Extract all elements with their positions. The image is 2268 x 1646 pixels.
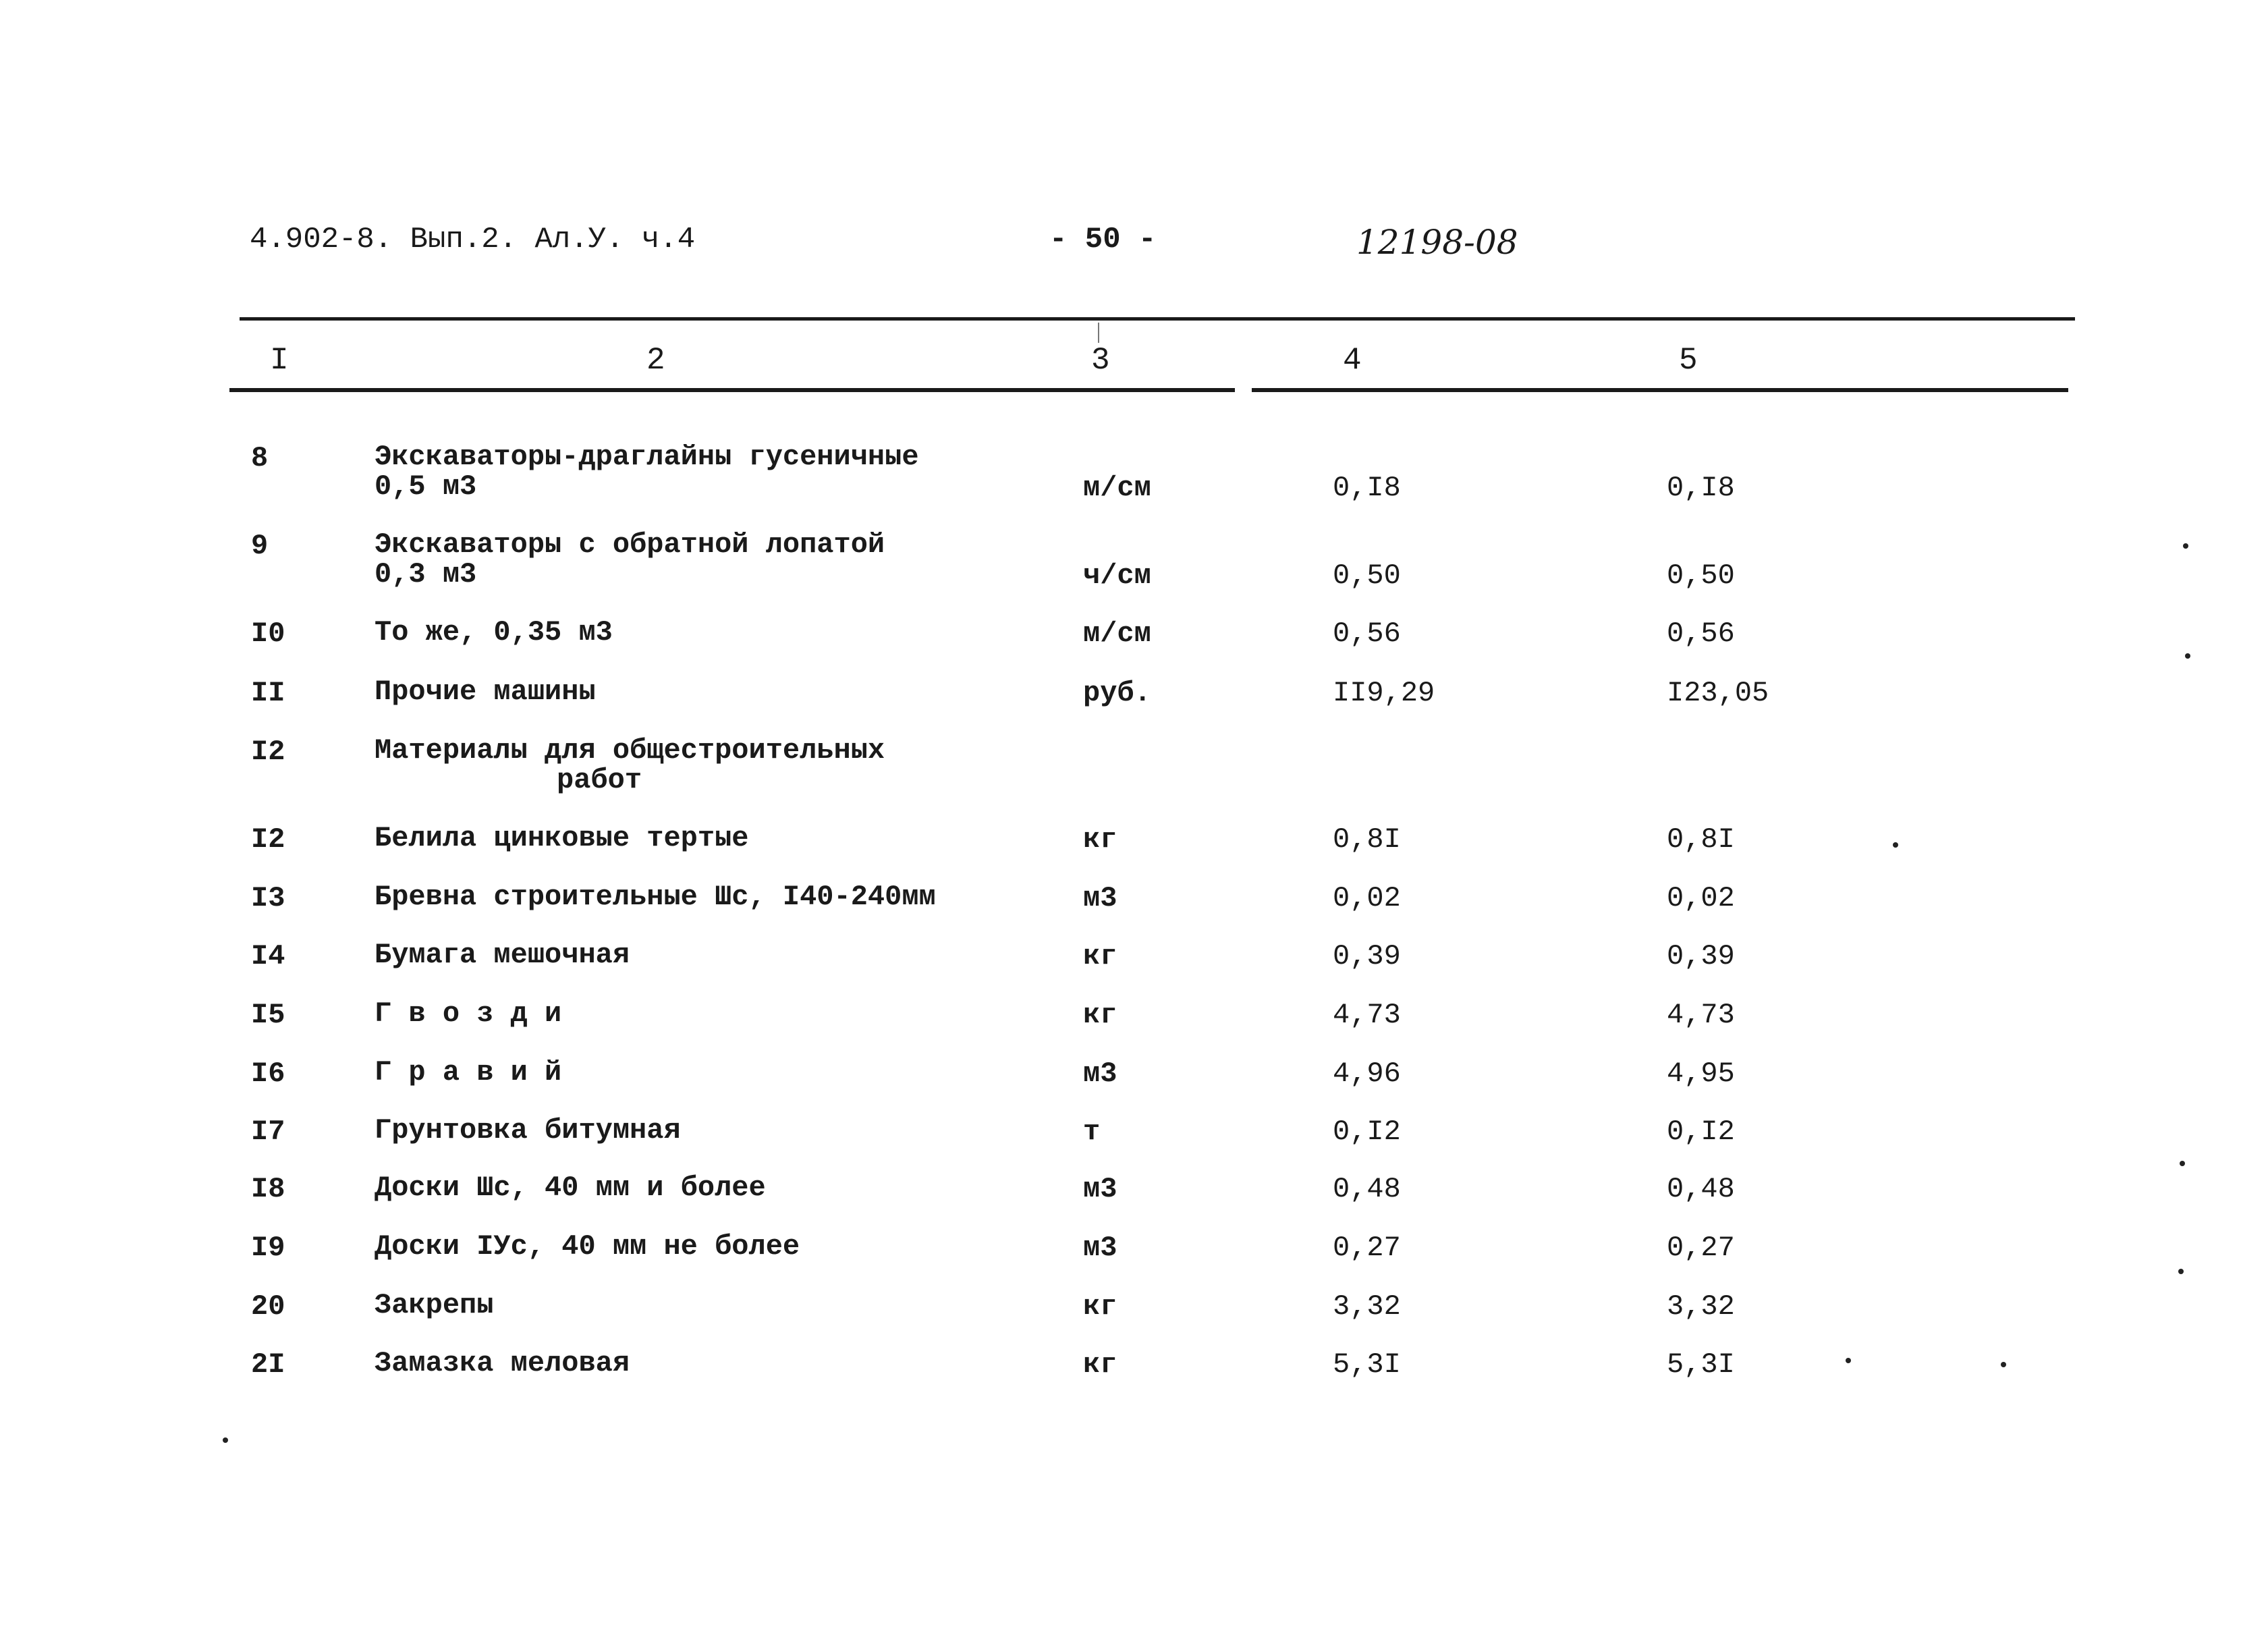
row-number: I9 bbox=[251, 1232, 285, 1264]
row-unit: кг bbox=[1083, 940, 1117, 972]
row-value-col4: 3,32 bbox=[1333, 1290, 1401, 1323]
scan-speck bbox=[2183, 543, 2188, 549]
column-header-2: 2 bbox=[646, 343, 665, 378]
row-value-col4: 0,50 bbox=[1333, 559, 1401, 592]
row-value-col5: 0,02 bbox=[1667, 882, 1735, 914]
row-name: Прочие машины bbox=[375, 676, 596, 708]
row-unit: кг bbox=[1083, 1348, 1117, 1381]
row-unit: м/см bbox=[1083, 618, 1151, 650]
row-name: То же, 0,35 м3 bbox=[375, 616, 613, 649]
row-number: 20 bbox=[251, 1290, 285, 1323]
row-number: I3 bbox=[251, 882, 285, 914]
scan-speck bbox=[2001, 1362, 2006, 1367]
table-header-rule-right bbox=[1252, 388, 2068, 392]
row-value-col4: 4,73 bbox=[1333, 999, 1401, 1031]
document-reference: 4.902-8. Вып.2. Ал.У. ч.4 bbox=[250, 223, 696, 256]
row-unit: т bbox=[1083, 1116, 1101, 1148]
row-name: Белила цинковые тертые bbox=[375, 822, 749, 854]
column-header-1: I bbox=[270, 343, 289, 378]
row-number: I7 bbox=[251, 1116, 285, 1148]
row-value-col4: 0,27 bbox=[1333, 1232, 1401, 1264]
row-value-col4: 0,39 bbox=[1333, 940, 1401, 972]
scan-speck bbox=[2178, 1269, 2184, 1274]
row-value-col5: 0,48 bbox=[1667, 1173, 1735, 1205]
row-number: I6 bbox=[251, 1058, 285, 1090]
row-value-col5: 4,95 bbox=[1667, 1058, 1735, 1090]
scan-speck bbox=[1893, 842, 1898, 848]
row-number: II bbox=[251, 677, 285, 709]
row-name: Г в о з д и bbox=[375, 997, 562, 1030]
row-value-col5: 0,I8 bbox=[1667, 472, 1735, 504]
row-name-line1: Экскаваторы с обратной лопатой bbox=[375, 528, 885, 561]
row-name-line2: работ bbox=[557, 764, 642, 796]
column-divider-tick bbox=[1098, 323, 1099, 343]
row-name: Грунтовка битумная bbox=[375, 1114, 681, 1147]
row-number: 2I bbox=[251, 1348, 285, 1381]
row-value-col5: 4,73 bbox=[1667, 999, 1735, 1031]
scan-speck bbox=[223, 1437, 228, 1443]
scan-speck bbox=[1846, 1358, 1851, 1363]
row-name-line1: Материалы для общестроительных bbox=[375, 734, 885, 767]
row-number: I2 bbox=[251, 736, 285, 768]
row-unit: руб. bbox=[1083, 677, 1151, 709]
row-name: Закрепы bbox=[375, 1289, 494, 1321]
row-number: I2 bbox=[251, 823, 285, 856]
row-unit: кг bbox=[1083, 999, 1117, 1031]
row-number: 9 bbox=[251, 530, 269, 562]
row-value-col4: 0,02 bbox=[1333, 882, 1401, 914]
row-name bbox=[375, 530, 1049, 589]
row-value-col5: 5,3I bbox=[1667, 1348, 1735, 1381]
row-name-line1: Экскаваторы-драглайны гусеничные bbox=[375, 441, 919, 473]
column-header-4: 4 bbox=[1343, 343, 1362, 378]
scan-speck bbox=[2180, 1161, 2185, 1166]
row-value-col4: II9,29 bbox=[1333, 677, 1435, 709]
row-name: Доски Шс, 40 мм и более bbox=[375, 1172, 766, 1204]
row-value-col4: 0,48 bbox=[1333, 1173, 1401, 1205]
handwritten-document-number: 12198-08 bbox=[1356, 223, 1518, 262]
table-top-rule bbox=[240, 317, 2075, 321]
row-value-col5: 0,50 bbox=[1667, 559, 1735, 592]
row-value-col5: 0,27 bbox=[1667, 1232, 1735, 1264]
column-header-3: 3 bbox=[1091, 343, 1110, 378]
row-name: Бумага мешочная bbox=[375, 939, 630, 971]
row-value-col4: 0,I8 bbox=[1333, 472, 1401, 504]
row-name: Замазка меловая bbox=[375, 1347, 630, 1379]
row-unit: кг bbox=[1083, 823, 1117, 856]
row-name bbox=[375, 442, 1049, 501]
row-unit: м3 bbox=[1083, 1173, 1117, 1205]
row-name-line2: 0,3 м3 bbox=[375, 558, 477, 591]
row-number: I0 bbox=[251, 618, 285, 650]
row-name: Доски IУс, 40 мм не более bbox=[375, 1230, 800, 1263]
row-number: I8 bbox=[251, 1173, 285, 1205]
row-unit: м3 bbox=[1083, 1232, 1117, 1264]
page-number: - 50 - bbox=[1049, 223, 1157, 256]
row-value-col4: 0,8I bbox=[1333, 823, 1401, 856]
row-number: 8 bbox=[251, 442, 269, 474]
row-value-col5: 3,32 bbox=[1667, 1290, 1735, 1323]
row-unit: м/см bbox=[1083, 472, 1151, 504]
table-header-rule-left bbox=[229, 388, 1235, 392]
row-value-col5: 0,39 bbox=[1667, 940, 1735, 972]
row-value-col4: 0,I2 bbox=[1333, 1116, 1401, 1148]
row-unit: м3 bbox=[1083, 882, 1117, 914]
row-unit: ч/см bbox=[1083, 559, 1151, 592]
column-header-5: 5 bbox=[1679, 343, 1698, 378]
row-name bbox=[375, 736, 1049, 795]
row-name: Бревна строительные Шс, I40-240мм bbox=[375, 881, 936, 913]
row-value-col5: I23,05 bbox=[1667, 677, 1769, 709]
row-value-col5: 0,I2 bbox=[1667, 1116, 1735, 1148]
row-value-col4: 0,56 bbox=[1333, 618, 1401, 650]
row-value-col4: 5,3I bbox=[1333, 1348, 1401, 1381]
row-number: I4 bbox=[251, 940, 285, 972]
row-unit: кг bbox=[1083, 1290, 1117, 1323]
row-name-line2: 0,5 м3 bbox=[375, 470, 477, 503]
row-value-col5: 0,8I bbox=[1667, 823, 1735, 856]
scan-speck bbox=[2185, 653, 2190, 659]
row-unit: м3 bbox=[1083, 1058, 1117, 1090]
row-value-col5: 0,56 bbox=[1667, 618, 1735, 650]
row-name: Г р а в и й bbox=[375, 1056, 562, 1089]
row-value-col4: 4,96 bbox=[1333, 1058, 1401, 1090]
row-number: I5 bbox=[251, 999, 285, 1031]
